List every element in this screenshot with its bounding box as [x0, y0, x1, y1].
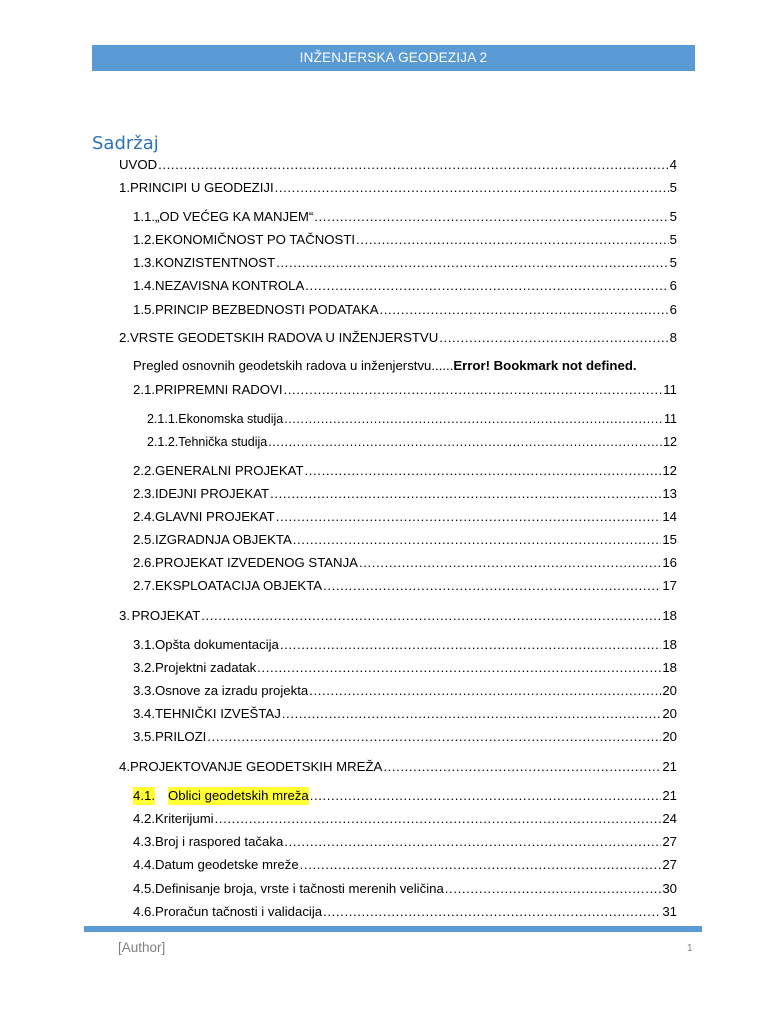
- toc-entry-page: 21: [662, 788, 677, 803]
- toc-entry-3-3[interactable]: [133, 682, 677, 700]
- toc-entry-text: PRILOZI: [155, 729, 207, 744]
- toc-entry-page: 17: [662, 578, 677, 593]
- toc-entry-page: 21: [662, 759, 677, 774]
- toc-entry-text: PROJEKTOVANJE GEODETSKIH MREŽA: [130, 759, 383, 774]
- toc-entry-page: 27: [662, 834, 677, 849]
- toc-entry-2-7[interactable]: [133, 577, 677, 595]
- toc-leader: [284, 410, 663, 428]
- toc-entry-number: 3.: [119, 608, 130, 623]
- toc-entry-text: Opšta dokumentacija: [155, 637, 279, 652]
- toc-entry-page: 20: [662, 683, 677, 698]
- toc-entry-text: „OD VEĆEG KA MANJEM“: [155, 209, 314, 224]
- toc-leader: [309, 682, 661, 700]
- toc-leader: [201, 607, 661, 625]
- toc-entry-page: 16: [662, 555, 677, 570]
- toc-entry-number: 3.4.: [133, 706, 155, 721]
- toc-entry-4-1[interactable]: [133, 787, 677, 805]
- toc-entry-number: 2.2.: [133, 463, 155, 478]
- toc-entry-page: 11: [663, 382, 677, 397]
- toc-entry-3-1[interactable]: [133, 636, 677, 654]
- toc-entry-page: 18: [662, 608, 677, 623]
- toc-leader: ......: [431, 358, 454, 373]
- toc-entry-page: 31: [662, 904, 677, 919]
- toc-leader: [314, 208, 668, 226]
- toc-entry-page: 6: [669, 302, 677, 317]
- toc-leader: [356, 231, 669, 249]
- toc-entry-2-2[interactable]: [133, 462, 677, 480]
- toc-title: Sadržaj: [92, 133, 159, 154]
- toc-leader: [268, 433, 662, 451]
- toc-leader: [282, 705, 662, 723]
- toc-entry-text: UVOD: [119, 157, 158, 172]
- toc-entry-number: 4.2.: [133, 811, 155, 826]
- toc-entry-page: 30: [662, 881, 677, 896]
- toc-entry-text: Tehnička studija: [178, 435, 268, 449]
- toc-entry-text: Pregled osnovnih geodetskih radova u inženjerstvu: [133, 358, 432, 373]
- toc-leader: [257, 659, 661, 677]
- toc-leader: [158, 156, 669, 174]
- toc-entry-1-1[interactable]: [133, 208, 677, 226]
- toc-entry-text: IZGRADNJA OBJEKTA: [155, 532, 292, 547]
- toc-entry-page: 20: [662, 706, 677, 721]
- toc-entry-page: 15: [662, 532, 677, 547]
- toc-entry-4[interactable]: [119, 758, 677, 776]
- toc-entry-2-3[interactable]: [133, 485, 677, 503]
- toc-entry-number: 2.1.1.: [147, 412, 179, 426]
- toc-leader: [293, 531, 662, 549]
- toc-entry-number: 3.2.: [133, 660, 155, 675]
- toc-entry-number: 2.6.: [133, 555, 155, 570]
- toc-entry-text: Kriterijumi: [155, 811, 214, 826]
- toc-entry-4-5[interactable]: [133, 880, 677, 898]
- toc-leader: [284, 381, 663, 399]
- toc-entry-text: KONZISTENTNOST: [155, 255, 276, 270]
- toc-leader: [280, 636, 661, 654]
- toc-entry-1-2[interactable]: [133, 231, 677, 249]
- toc-entry-number: 2.: [119, 330, 130, 345]
- toc-entry-text: EKONOMIČNOST PO TAČNOSTI: [155, 232, 356, 247]
- toc-entry-page: 24: [662, 811, 677, 826]
- toc-leader: [284, 833, 661, 851]
- toc-entry-number: 2.3.: [133, 486, 155, 501]
- toc-entry-text: Datum geodetske mreže: [155, 857, 299, 872]
- toc-entry-page: 6: [669, 278, 677, 293]
- toc-leader: [300, 856, 662, 874]
- toc-entry-number: 4.4.: [133, 857, 155, 872]
- toc-entry-number: 1.5.: [133, 302, 155, 317]
- toc-entry-text: Ekonomska studija: [178, 412, 284, 426]
- toc-entry-number: 4.3.: [133, 834, 155, 849]
- toc-entry-4-4[interactable]: [133, 856, 677, 874]
- toc-entry-page: 27: [662, 857, 677, 872]
- toc-entry-1[interactable]: [119, 179, 677, 197]
- footer-page-number: 1: [687, 943, 693, 954]
- toc-entry-text: NEZAVISNA KONTROLA: [155, 278, 305, 293]
- toc-entry-text: Projektni zadatak: [155, 660, 257, 675]
- toc-entry-text: PROJEKAT IZVEDENOG STANJA: [155, 555, 358, 570]
- toc-entry-text: VRSTE GEODETSKIH RADOVA U INŽENJERSTVU: [130, 330, 439, 345]
- toc-entry-3-2[interactable]: [133, 659, 677, 677]
- toc-entry-1-3[interactable]: [133, 254, 677, 272]
- toc-entry-2-1[interactable]: [133, 381, 677, 399]
- toc-leader: [359, 554, 661, 572]
- toc-entry-page: 20: [662, 729, 677, 744]
- toc-entry-text: IDEJNI PROJEKAT: [155, 486, 270, 501]
- toc-entry-text: GLAVNI PROJEKAT: [155, 509, 275, 524]
- toc-entry-text: PRIPREMNI RADOVI: [155, 382, 283, 397]
- toc-entry-text: PRINCIP BEZBEDNOSTI PODATAKA: [155, 302, 379, 317]
- toc-entry-3-5[interactable]: [133, 728, 677, 746]
- toc-entry-number: 4.5.: [133, 881, 155, 896]
- toc-entry-2-1-1[interactable]: [147, 410, 677, 428]
- toc-entry-2-5[interactable]: [133, 531, 677, 549]
- footer-author: [Author]: [118, 940, 166, 955]
- toc-leader: [305, 277, 668, 295]
- toc-entry-number: 2.5.: [133, 532, 155, 547]
- toc-entry-page: 5: [669, 209, 677, 224]
- toc-entry-number: 2.1.: [133, 382, 155, 397]
- toc-entry-number: 1.: [119, 180, 130, 195]
- toc-entry-page: 13: [662, 486, 677, 501]
- toc-entry-page: 4: [669, 157, 677, 172]
- toc-entry-number: 2.7.: [133, 578, 155, 593]
- toc-leader: [310, 787, 662, 805]
- toc-entry-text: GENERALNI PROJEKAT: [155, 463, 304, 478]
- toc-leader: [305, 462, 662, 480]
- toc-entry-3[interactable]: [119, 607, 677, 625]
- toc-entry-page: 12: [662, 463, 677, 478]
- toc-leader: [215, 810, 662, 828]
- toc-entry-1-5[interactable]: [133, 301, 677, 319]
- toc-entry-text: Osnove za izradu projekta: [155, 683, 309, 698]
- toc-entry-text-highlighted: Oblici geodetskih mreža: [168, 788, 309, 803]
- toc-entry-page: 11: [664, 412, 677, 426]
- toc-entry-number: 2.4.: [133, 509, 155, 524]
- toc-leader: [323, 577, 661, 595]
- toc-entry-page: 12: [663, 435, 677, 449]
- toc-leader: [323, 903, 661, 921]
- toc-entry-number: 3.5.: [133, 729, 155, 744]
- toc-entry-page: 5: [669, 180, 677, 195]
- toc-entry-number: 1.3.: [133, 255, 155, 270]
- toc-leader: [445, 880, 662, 898]
- toc-leader: [276, 254, 669, 272]
- toc-entry-number: 3.3.: [133, 683, 155, 698]
- toc-leader: [383, 758, 661, 776]
- toc-entry-2-4[interactable]: [133, 508, 677, 526]
- toc-entry-page: 5: [669, 232, 677, 247]
- toc-leader: [207, 728, 661, 746]
- toc-entry-pregled[interactable]: [133, 357, 677, 375]
- toc-entry-text: PRINCIPI U GEODEZIJI: [130, 180, 274, 195]
- toc-entry-text: Definisanje broja, vrste i tačnosti merenih veličina: [155, 881, 444, 896]
- toc-leader: [380, 301, 669, 319]
- toc-entry-text: EKSPLOATACIJA OBJEKTA: [155, 578, 323, 593]
- toc-entry-3-4[interactable]: [133, 705, 677, 723]
- toc-entry-number: 1.1.: [133, 209, 155, 224]
- toc-entry-page: 14: [662, 509, 677, 524]
- toc-leader: [276, 508, 662, 526]
- toc-leader: [270, 485, 661, 503]
- toc-entry-text: TEHNIČKI IZVEŠTAJ: [155, 706, 281, 721]
- toc-entry-number: 3.1.: [133, 637, 155, 652]
- toc-entry-uvod[interactable]: [119, 156, 677, 174]
- toc-entry-page: 18: [662, 660, 677, 675]
- toc-entry-number: 4.: [119, 759, 130, 774]
- toc-entry-page: 5: [669, 255, 677, 270]
- toc-entry-2-6[interactable]: [133, 554, 677, 572]
- toc-entry-text: Broj i raspored tačaka: [155, 834, 284, 849]
- toc-entry-page: 18: [662, 637, 677, 652]
- page-header-bar: INŽENJERSKA GEODEZIJA 2: [92, 45, 695, 71]
- toc-leader: [439, 329, 668, 347]
- toc-entry-2-1-2[interactable]: [147, 433, 677, 451]
- toc-entry-text: PROJEKAT: [131, 608, 201, 623]
- toc-entry-number: 2.1.2.: [147, 435, 179, 449]
- toc-entry-4-6[interactable]: [133, 903, 677, 921]
- bookmark-error-text: Error! Bookmark not defined.: [453, 358, 637, 373]
- toc-entry-4-3[interactable]: [133, 833, 677, 851]
- toc-entry-1-4[interactable]: [133, 277, 677, 295]
- toc-leader: [275, 179, 669, 197]
- toc-entry-number: 1.4.: [133, 278, 155, 293]
- toc-entry-4-2[interactable]: [133, 810, 677, 828]
- footer-divider: [84, 926, 702, 932]
- toc-entry-number: 4.6.: [133, 904, 155, 919]
- toc-entry-number: 1.2.: [133, 232, 155, 247]
- toc-entry-number-highlighted: 4.1.: [133, 788, 155, 803]
- toc-entry-text: Proračun tačnosti i validacija: [155, 904, 323, 919]
- toc-entry-2[interactable]: [119, 329, 677, 347]
- toc-entry-page: 8: [669, 330, 677, 345]
